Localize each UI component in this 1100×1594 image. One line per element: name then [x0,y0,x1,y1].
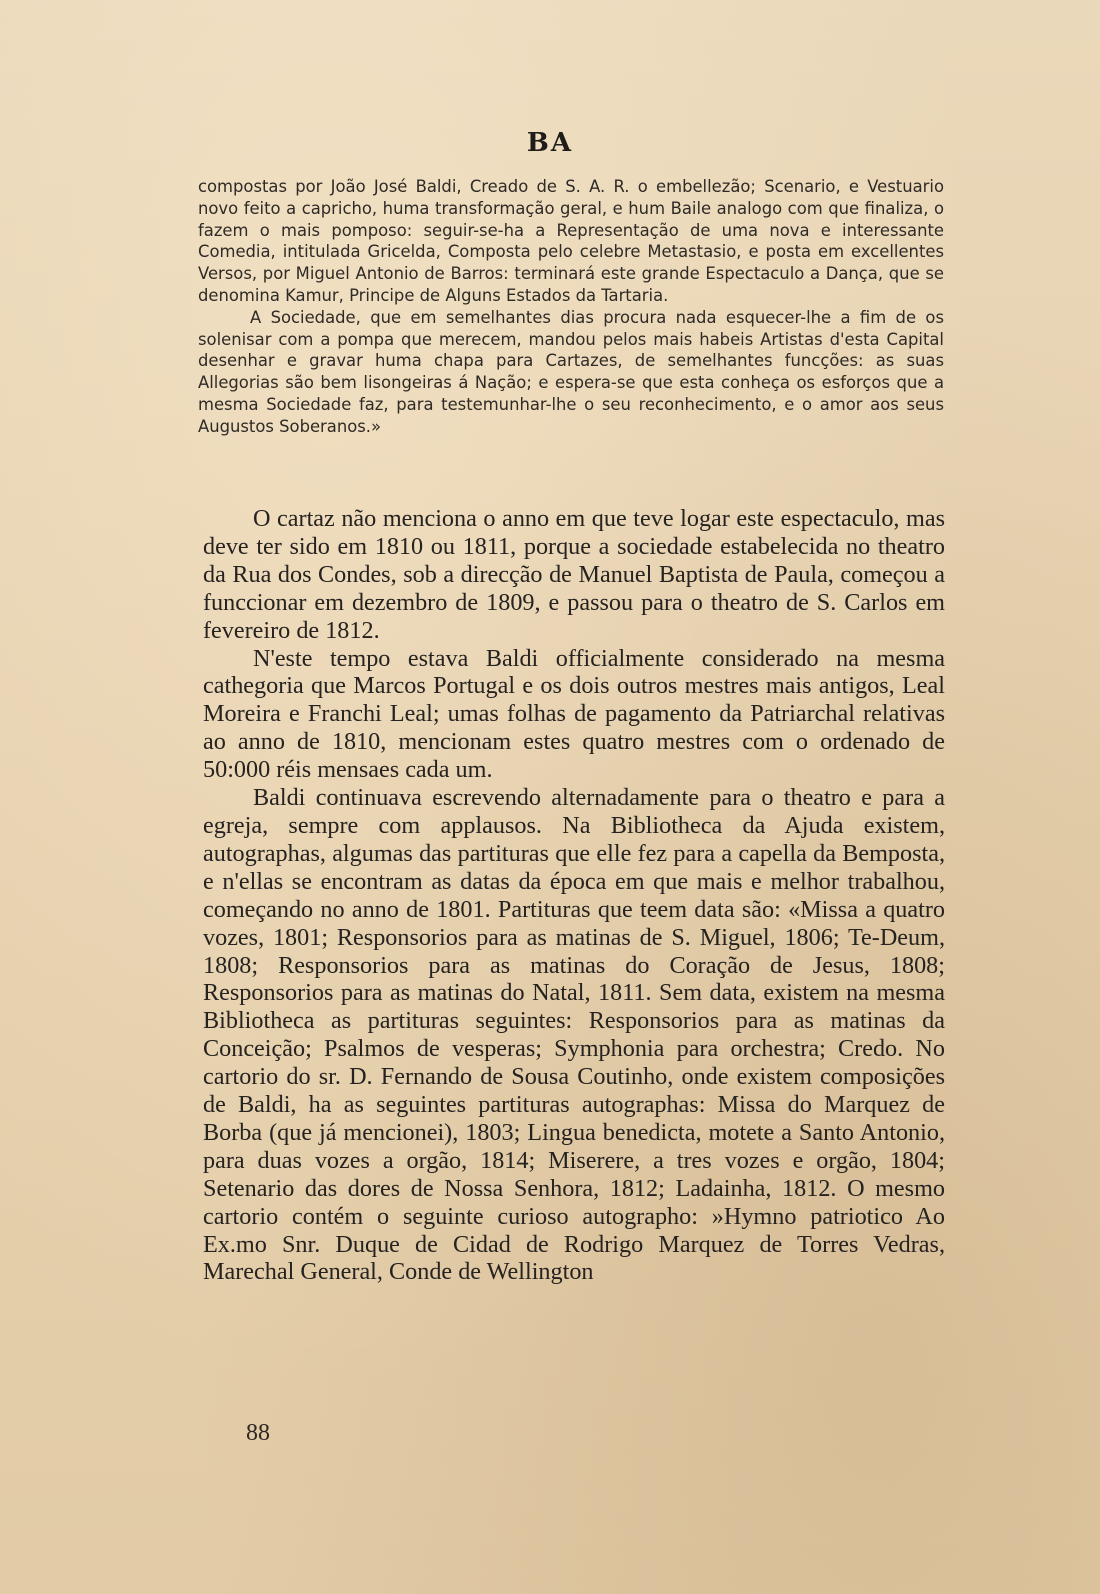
body-paragraph-3: Baldi continuava escrevendo alternadamente para o theatro e para a egreja, sempre com applausos. Na Bibliotheca da Ajuda existem, autographas, algumas das partituras que elle fez para a capella da Bemposta, e n'ellas se encontram as datas da época em que mais e melhor trabalhou, começando no anno de 1801. Partituras que teem data são: «Missa a quatro vozes, 1801; Responsorios para as matinas de S. Miguel, 1806; Te-Deum, 1808; Responsorios para as matinas do Coração de Jesus, 1808; Responsorios para as matinas do Natal, 1811. Sem data, existem na mesma Bibliotheca as partituras seguintes: Responsorios para as matinas da Conceição; Psalmos de vesperas; Symphonia para orchestra; Credo. No cartorio do sr. D. Fernando de Sousa Coutinho, onde existem composições de Baldi, ha as seguintes partituras autographas: Missa do Marquez de Borba (que já mencionei), 1803; Lingua benedicta, motete a Santo Antonio, para duas vozes a orgão, 1814; Miserere, a tres vozes e orgão, 1804; Setenario das dores de Nossa Senhora, 1812; Ladainha, 1812. O mesmo cartorio contém o seguinte curioso autographo: »Hymno patriotico Ao Ex.mo Snr. Duque de Cidad de Rodrigo Marquez de Torres Vedras, Marechal General, Conde de Wellington [203,784,945,1286]
page-number: 88 [246,1420,270,1446]
quote-paragraph-1: compostas por João José Baldi, Creado de S. A. R. o embellezão; Scenario, e Vestuario novo feito a capricho, huma transformação geral, e hum Baile analogo com que finaliza, o fazem o mais pomposo: seguir-se-ha a Representação de uma nova e interessante Comedia, intitulada Gricelda, Composta pelo celebre Metastasio, e posta em excellentes Versos, por Miguel Antonio de Barros: terminará este grande Espectaculo a Dança, que se denomina Kamur, Principe de Alguns Estados da Tartaria. [198,177,944,305]
running-header: BA [526,128,574,158]
body-paragraph-2: N'este tempo estava Baldi officialmente considerado na mesma cathegoria que Marcos Portugal e os dois outros mestres mais antigos, Leal Moreira e Franchi Leal; umas folhas de pagamento da Patriarchal relativas ao anno de 1810, mencionam estes quatro mestres com o ordenado de 50:000 réis mensaes cada um. [203,644,945,784]
quoted-poster-text [198,176,944,438]
quote-paragraph-2: A Sociedade, que em semelhantes dias procura nada esquecer-lhe a fim de os solenisar com a pompa que merecem, mandou pelos mais habeis Artistas d'esta Capital desenhar e gravar huma chapa para Cartazes, de semelhantes funcções: as suas Allegorias são bem lisongeiras á Nação; e espera-se que esta conheça os esforços que a mesma Sociedade faz, para testemunhar-lhe o seu reconhecimento, e o amor aos seus Augustos Soberanos.» [198,307,944,436]
main-text [203,505,945,1286]
body-paragraph-1: O cartaz não menciona o anno em que teve logar este espectaculo, mas deve ter sido em 1810 ou 1811, porque a sociedade estabelecida no theatro da Rua dos Condes, sob a direcção de Manuel Baptista de Paula, começou a funccionar em dezembro de 1809, e passou para o theatro de S. Carlos em fevereiro de 1812. [203,505,945,644]
